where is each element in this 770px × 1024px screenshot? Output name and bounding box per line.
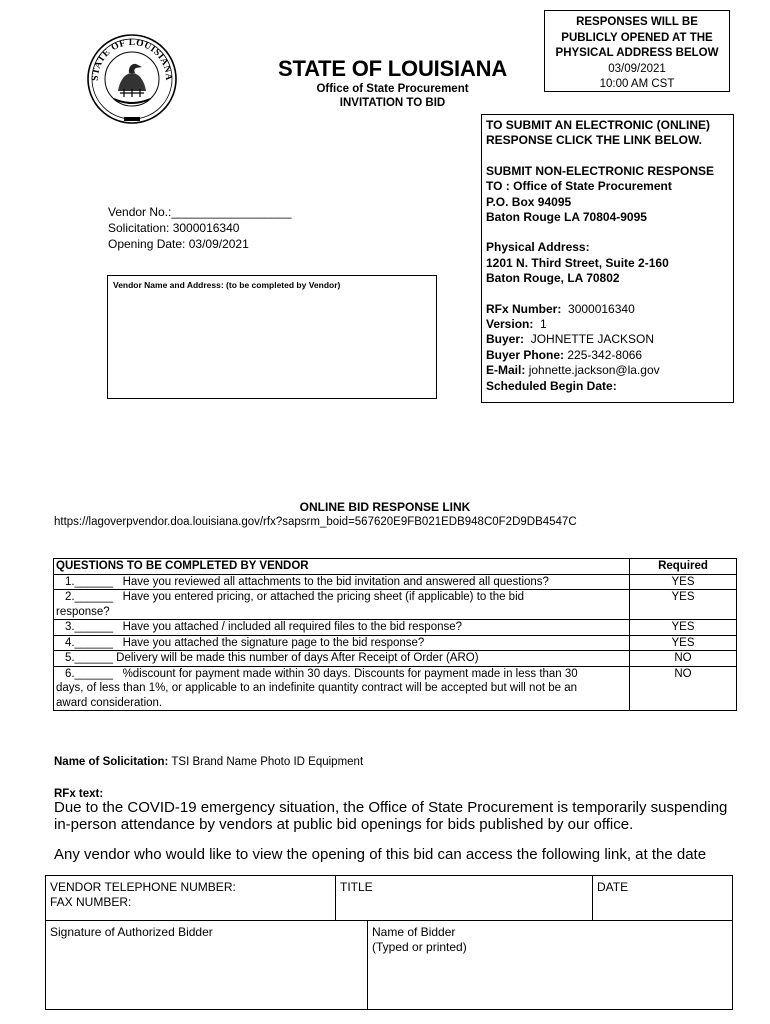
physical-street: 1201 N. Third Street, Suite 2-160	[486, 255, 669, 270]
online-link-heading: ONLINE BID RESPONSE LINK	[299, 500, 471, 514]
mailing-city: Baton Rouge LA 70804-9095	[486, 210, 647, 225]
solicitation-name-label: Name of Solicitation:	[54, 756, 169, 768]
physical-address-label: Physical Address:	[486, 240, 590, 255]
question-text: Have you entered pricing, or attached the pricing sheet (if applicable) to the bid	[122, 591, 525, 603]
rfx-text-line: Any vendor who would like to view the opening of this bid can access the following link, at the date	[54, 846, 707, 863]
question-cell	[54, 620, 630, 636]
document-type: INVITATION TO BID	[339, 97, 446, 109]
divider	[367, 920, 368, 1010]
question-text: %discount for payment made within 30 days. Discounts for payment made in less than 30	[122, 667, 578, 680]
rfx-text-line: in-person attendance by vendors at public bid openings for bids published by our office.	[54, 815, 634, 833]
version-value: 1	[540, 317, 547, 332]
electronic-instruction-2: RESPONSE CLICK THE LINK BELOW.	[486, 133, 703, 148]
required-value: NO	[630, 651, 737, 667]
divider	[592, 875, 593, 920]
required-header: Required	[630, 559, 737, 575]
opening-date-text: Opening Date: 03/09/2021	[108, 237, 249, 251]
rfx-number-label: RFx Number:	[486, 301, 562, 316]
question-cell	[54, 666, 630, 711]
required-value: YES	[630, 590, 737, 620]
email-label: E-Mail:	[486, 363, 526, 378]
vendor-name-address-box[interactable]	[107, 275, 437, 399]
question-number-blank[interactable]: 4.______	[65, 636, 113, 649]
nonelectronic-instruction-2: TO : Office of State Procurement	[486, 179, 672, 194]
buyer-value: JOHNETTE JACKSON	[530, 332, 655, 347]
solicitation-number: Solicitation: 3000016340	[108, 221, 240, 235]
office-name: Office of State Procurement	[316, 83, 469, 95]
state-seal-icon	[84, 33, 180, 125]
question-number-blank[interactable]: 2.______	[65, 591, 113, 603]
electronic-instruction-1: TO SUBMIT AN ELECTRONIC (ONLINE)	[486, 118, 710, 132]
question-number-blank[interactable]: 3.______	[65, 621, 113, 633]
table-header-row	[54, 559, 737, 575]
telephone-label: VENDOR TELEPHONE NUMBER:	[50, 880, 236, 894]
email-row	[486, 363, 729, 378]
date-label: DATE	[597, 880, 629, 894]
opening-time: 10:00 AM CST	[599, 78, 675, 90]
signature-label: Signature of Authorized Bidder	[50, 925, 213, 939]
rfx-number-row	[486, 302, 729, 317]
question-text-cont: award consideration.	[56, 696, 163, 709]
vendor-box-label: Vendor Name and Address: (to be completed by Vendor)	[113, 280, 341, 290]
question-text: Have you attached / included all required files to the bid response?	[122, 621, 463, 633]
required-value: YES	[630, 574, 737, 590]
table-row	[54, 635, 737, 651]
question-text-cont: days, of less than 1%, or applicable to an indefinite quantity contract will be accepted but will not be an	[56, 682, 578, 694]
vendor-telephone-field[interactable]	[50, 880, 330, 918]
table-row	[54, 574, 737, 590]
question-text: Delivery will be made this number of days After Receipt of Order (ARO)	[116, 652, 479, 664]
email-value[interactable]: johnette.jackson@la.gov	[528, 363, 660, 378]
rfx-text-line: Due to the COVID-19 emergency situation, the Office of State Procurement is temporarily suspending	[54, 799, 728, 816]
rfx-number-value: 3000016340	[568, 301, 635, 316]
buyer-label: Buyer:	[486, 332, 525, 347]
fax-label: FAX NUMBER:	[50, 895, 132, 909]
response-line-1: RESPONSES WILL BE	[576, 16, 698, 28]
table-row	[54, 666, 737, 711]
vendor-number-field[interactable]: Vendor No.:__________________	[108, 205, 292, 219]
bidder-name-hint: (Typed or printed)	[372, 940, 467, 954]
question-cell	[54, 574, 630, 590]
signature-field[interactable]	[50, 925, 362, 1007]
buyer-phone-label: Buyer Phone:	[486, 347, 565, 362]
bidder-name-field[interactable]	[372, 925, 727, 1007]
title-field[interactable]	[340, 880, 588, 918]
required-value: YES	[630, 635, 737, 651]
question-cell	[54, 651, 630, 667]
question-cell	[54, 635, 630, 651]
page-title: STATE OF LOUISIANA	[277, 56, 508, 81]
required-value: YES	[630, 620, 737, 636]
question-text-cont: response?	[56, 605, 110, 618]
submission-info-box	[481, 114, 734, 403]
question-number-blank[interactable]: 1.______	[65, 575, 113, 588]
vendor-info	[108, 204, 292, 252]
response-line-3: PHYSICAL ADDRESS BELOW	[555, 47, 719, 59]
buyer-phone-value: 225-342-8066	[567, 347, 643, 362]
required-value: NO	[630, 666, 737, 711]
mailing-po-box: P.O. Box 94095	[486, 194, 572, 209]
question-number-blank[interactable]: 6.______	[65, 667, 113, 680]
physical-city: Baton Rouge, LA 70802	[486, 271, 620, 286]
buyer-phone-row	[486, 348, 729, 363]
buyer-row	[486, 332, 729, 347]
vendor-questions-table	[53, 558, 737, 711]
online-bid-link[interactable]: https://lagoverpvendor.doa.louisiana.gov/rfx?sapsrm_boid=567620E9FB021EDB948C0F2D9DB4547C	[54, 516, 577, 528]
nonelectronic-instruction-1: SUBMIT NON-ELECTRONIC RESPONSE	[486, 163, 715, 178]
response-opening-box	[544, 10, 730, 92]
divider	[335, 875, 336, 920]
questions-header: QUESTIONS TO BE COMPLETED BY VENDOR	[54, 559, 630, 575]
version-label: Version:	[486, 317, 534, 332]
solicitation-name	[54, 756, 363, 768]
page-subtitle	[290, 82, 495, 110]
rfx-text-label: RFx text:	[54, 788, 104, 800]
version-row	[486, 317, 729, 332]
solicitation-name-value: TSI Brand Name Photo ID Equipment	[171, 756, 364, 768]
bidder-name-label: Name of Bidder	[372, 925, 456, 939]
question-number-blank[interactable]: 5.______	[65, 652, 113, 664]
rfx-text-paragraph	[54, 800, 754, 833]
opening-date: 03/09/2021	[608, 62, 666, 75]
question-cell	[54, 590, 630, 620]
question-text: Have you reviewed all attachments to the bid invitation and answered all questions?	[122, 575, 549, 588]
title-label: TITLE	[340, 880, 373, 894]
date-field[interactable]	[597, 880, 727, 918]
svg-text:STATE OF LOUISIANA: STATE OF LOUISIANA	[90, 37, 174, 82]
table-row	[54, 620, 737, 636]
table-row	[54, 590, 737, 620]
divider	[45, 920, 733, 921]
table-row	[54, 651, 737, 667]
response-line-2: PUBLICLY OPENED AT THE	[561, 31, 713, 44]
question-text: Have you attached the signature page to the bid response?	[122, 636, 425, 649]
scheduled-begin-label: Scheduled Begin Date:	[486, 378, 617, 393]
